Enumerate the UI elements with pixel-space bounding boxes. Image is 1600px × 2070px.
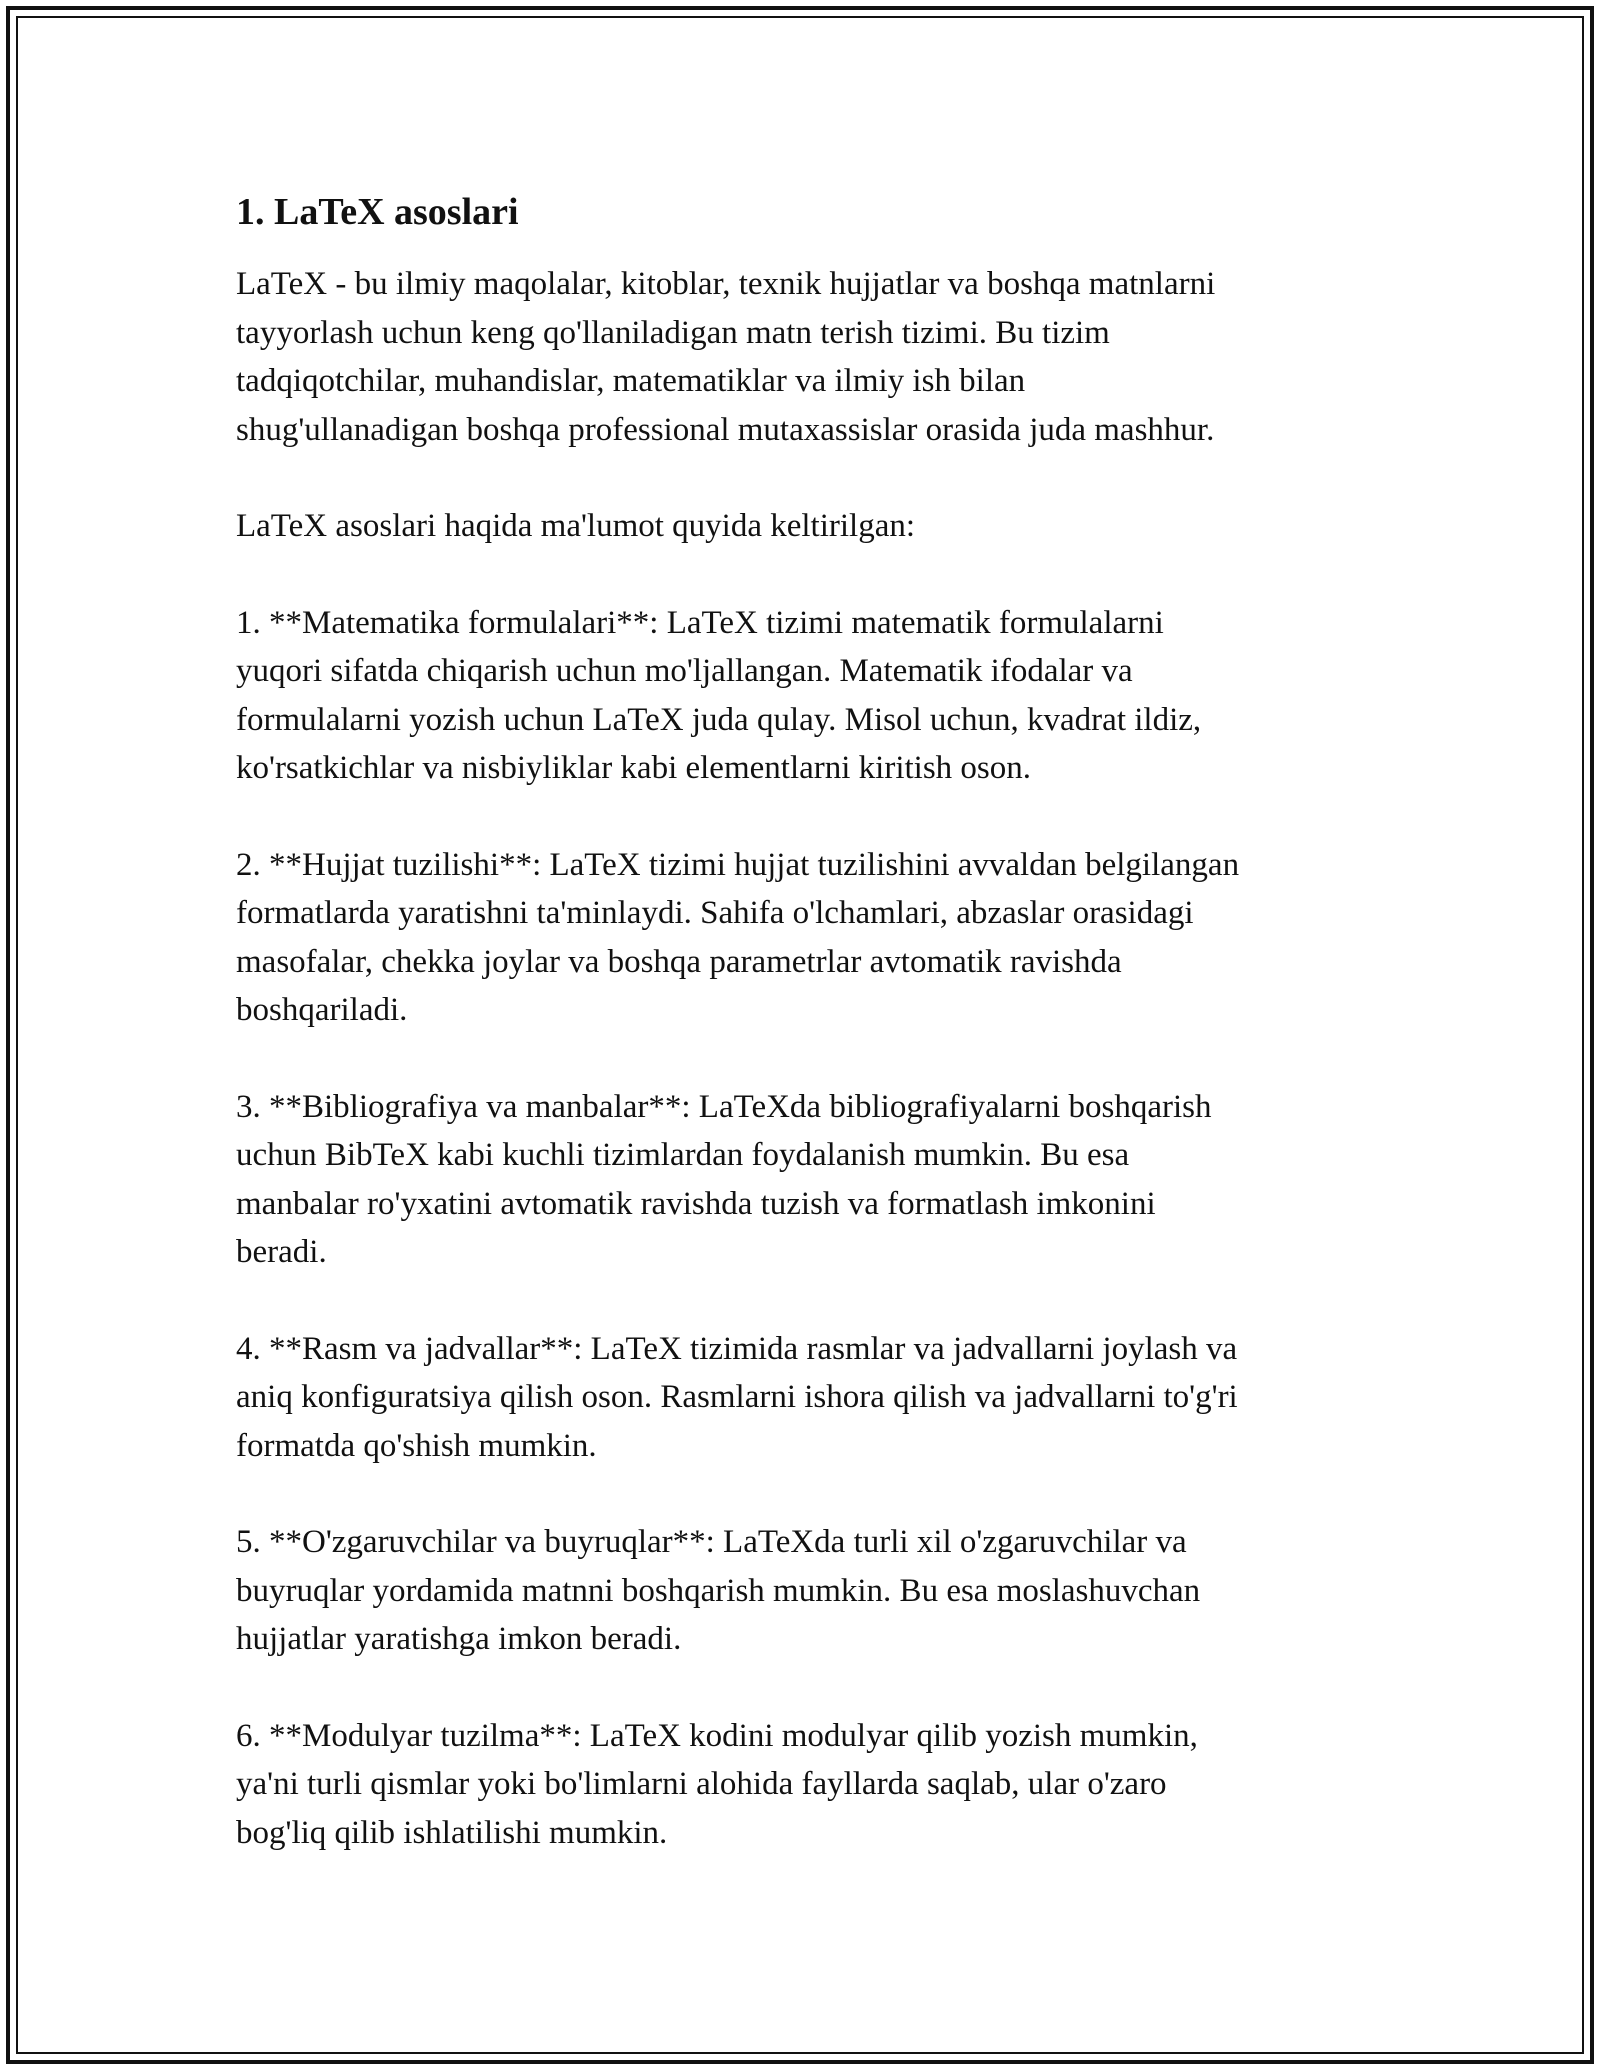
list-item-bibliography [236, 1083, 1366, 1277]
text-line: 6. **Modulyar tuzilma**: LaTeX kodini modulyar qilib yozish mumkin, [236, 1717, 1198, 1754]
list-item-figures-tables [236, 1325, 1366, 1471]
text-line: uchun BibTeX kabi kuchli tizimlardan foydalanish mumkin. Bu esa [236, 1137, 1130, 1173]
text-line: hujjatlar yaratishga imkon beradi. [236, 1621, 682, 1657]
document-title: 1. LaTeX asoslari [236, 191, 519, 233]
lead-paragraph [236, 502, 1366, 551]
text-line: ko'rsatkichlar va nisbiyliklar kabi elementlarni kiritish oson. [236, 750, 1032, 786]
text-line: tayyorlash uchun keng qo'llaniladigan matn terish tizimi. Bu tizim [236, 314, 1110, 351]
list-item-math-formulas [236, 599, 1366, 793]
text-line: 2. **Hujjat tuzilishi**: LaTeX tizimi hujjat tuzilishini avvaldan belgilangan [236, 846, 1240, 883]
text-line: manbalar ro'yxatini avtomatik ravishda tuzish va formatlash imkonini [236, 1185, 1156, 1222]
text-line: 5. **O'zgaruvchilar va buyruqlar**: LaTeXda turli xil o'zgaruvchilar va [236, 1524, 1187, 1560]
text-line: formatlarda yaratishni ta'minlaydi. Sahifa o'lchamlari, abzaslar orasidagi [236, 895, 1194, 931]
text-line: boshqariladi. [236, 992, 408, 1028]
text-line: 1. **Matematika formulalari**: LaTeX tizimi matematik formulalarni [236, 604, 1164, 641]
text-line: tadqiqotchilar, muhandislar, matematiklar va ilmiy ish bilan [236, 363, 1026, 399]
text-line: buyruqlar yordamida matnni boshqarish mumkin. Bu esa moslashuvchan [236, 1572, 1201, 1609]
text-line: LaTeX asoslari haqida ma'lumot quyida keltirilgan: [236, 508, 916, 544]
text-line: 4. **Rasm va jadvallar**: LaTeX tizimida rasmlar va jadvallarni joylash va [236, 1330, 1238, 1367]
text-line: 3. **Bibliografiya va manbalar**: LaTeXda bibliografiyalarni boshqarish [236, 1088, 1212, 1125]
text-line: ya'ni turli qismlar yoki bo'limlarni alohida fayllarda saqlab, ular o'zaro [236, 1766, 1167, 1802]
text-line: LaTeX - bu ilmiy maqolalar, kitoblar, texnik hujjatlar va boshqa matnlarni [236, 266, 1216, 302]
list-item-document-structure [236, 841, 1366, 1035]
text-line: aniq konfiguratsiya qilish oson. Rasmlarni ishora qilish va jadvallarni to'g'ri [236, 1379, 1238, 1415]
intro-paragraph [236, 260, 1366, 454]
text-line: formulalarni yozish uchun LaTeX juda qulay. Misol uchun, kvadrat ildiz, [236, 701, 1202, 738]
text-line: bog'liq qilib ishlatilishi mumkin. [236, 1814, 668, 1851]
list-item-modular-structure [236, 1712, 1366, 1858]
text-line: yuqori sifatda chiqarish uchun mo'ljallangan. Matematik ifodalar va [236, 653, 1133, 689]
text-line: masofalar, chekka joylar va boshqa parametrlar avtomatik ravishda [236, 943, 1122, 980]
list-item-variables-commands [236, 1518, 1366, 1664]
text-line: beradi. [236, 1234, 327, 1270]
text-line: shug'ullanadigan boshqa professional mutaxassislar orasida juda mashhur. [236, 411, 1215, 448]
document-body [236, 186, 1366, 1905]
text-line: formatda qo'shish mumkin. [236, 1427, 597, 1464]
